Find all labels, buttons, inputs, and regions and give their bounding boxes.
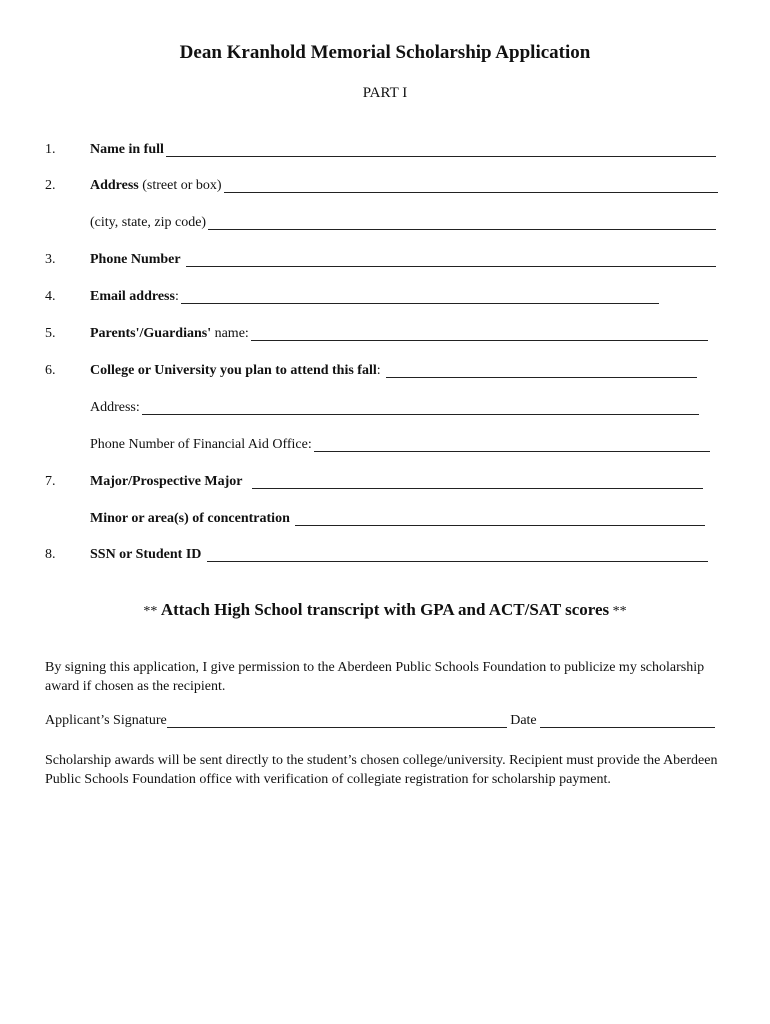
field-label: Phone Number — [90, 252, 181, 267]
field-label: Email address: — [90, 289, 179, 304]
college-field[interactable] — [90, 360, 697, 380]
field-label: Address: — [90, 400, 140, 415]
form-title: Dean Kranhold Memorial Scholarship Application — [179, 42, 591, 63]
college-address-blank-line[interactable] — [142, 400, 699, 415]
field-label: College or University you plan to attend this fall: — [90, 363, 385, 378]
minor-blank-line[interactable] — [295, 511, 705, 526]
guardians-name-field[interactable] — [90, 323, 708, 343]
field-label: Phone Number of Financial Aid Office: — [90, 437, 312, 452]
date-label: Date — [506, 713, 541, 728]
transcript-notice: ** Attach High School transcript with GPA and ACT/SAT scores ** — [143, 600, 627, 619]
minor-field[interactable] — [90, 508, 705, 528]
name-field[interactable] — [90, 139, 716, 159]
signature-row — [45, 712, 715, 730]
address-street-field[interactable] — [90, 175, 718, 195]
signature-label: Applicant’s Signature — [45, 713, 167, 728]
ssn-blank-line[interactable] — [207, 547, 708, 562]
address-street-blank-line[interactable] — [224, 178, 718, 193]
field-number: 2. — [45, 178, 56, 193]
field-number: 1. — [45, 142, 56, 157]
part-heading: PART I — [362, 85, 408, 101]
ssn-field[interactable] — [90, 544, 708, 564]
phone-field[interactable] — [90, 249, 716, 269]
address-city-field[interactable] — [90, 212, 716, 232]
field-label: SSN or Student ID — [90, 547, 202, 562]
payment-note-paragraph: Scholarship awards will be sent directly to the student’s chosen college/university. Recipient must provide the Aberdeen Public Schools Foundation office with verification of collegiate registration for scholarship payment. — [45, 753, 718, 787]
field-number: 5. — [45, 326, 56, 341]
email-field[interactable] — [90, 286, 659, 306]
field-label: Major/Prospective Major — [90, 474, 243, 489]
college-address-field[interactable] — [90, 397, 699, 417]
phone-blank-line[interactable] — [186, 252, 716, 267]
permission-paragraph: By signing this application, I give permission to the Aberdeen Public Schools Foundation to publicize my scholarship award if chosen as the recipient. — [45, 660, 705, 694]
guardians-name-blank-line[interactable] — [251, 326, 708, 341]
financial-aid-phone-field[interactable] — [90, 434, 710, 454]
field-label: (city, state, zip code) — [90, 215, 207, 230]
signature-blank-line[interactable] — [167, 713, 507, 728]
field-number: 3. — [45, 252, 56, 267]
date-blank-line[interactable] — [540, 713, 715, 728]
field-label: Parents'/Guardians' name: — [90, 326, 249, 341]
college-blank-line[interactable] — [386, 363, 697, 378]
field-number: 6. — [45, 363, 56, 378]
field-label: Minor or area(s) of concentration — [90, 511, 290, 526]
address-city-blank-line[interactable] — [208, 215, 716, 230]
major-blank-line[interactable] — [252, 474, 703, 489]
field-number: 4. — [45, 289, 56, 304]
email-blank-line[interactable] — [181, 289, 659, 304]
field-number: 8. — [45, 547, 56, 562]
name-blank-line[interactable] — [166, 142, 716, 157]
field-label: Name in full — [90, 142, 164, 157]
financial-aid-phone-blank-line[interactable] — [314, 437, 710, 452]
major-field[interactable] — [90, 471, 703, 491]
field-number: 7. — [45, 474, 56, 489]
field-label: Address (street or box) — [90, 178, 222, 193]
